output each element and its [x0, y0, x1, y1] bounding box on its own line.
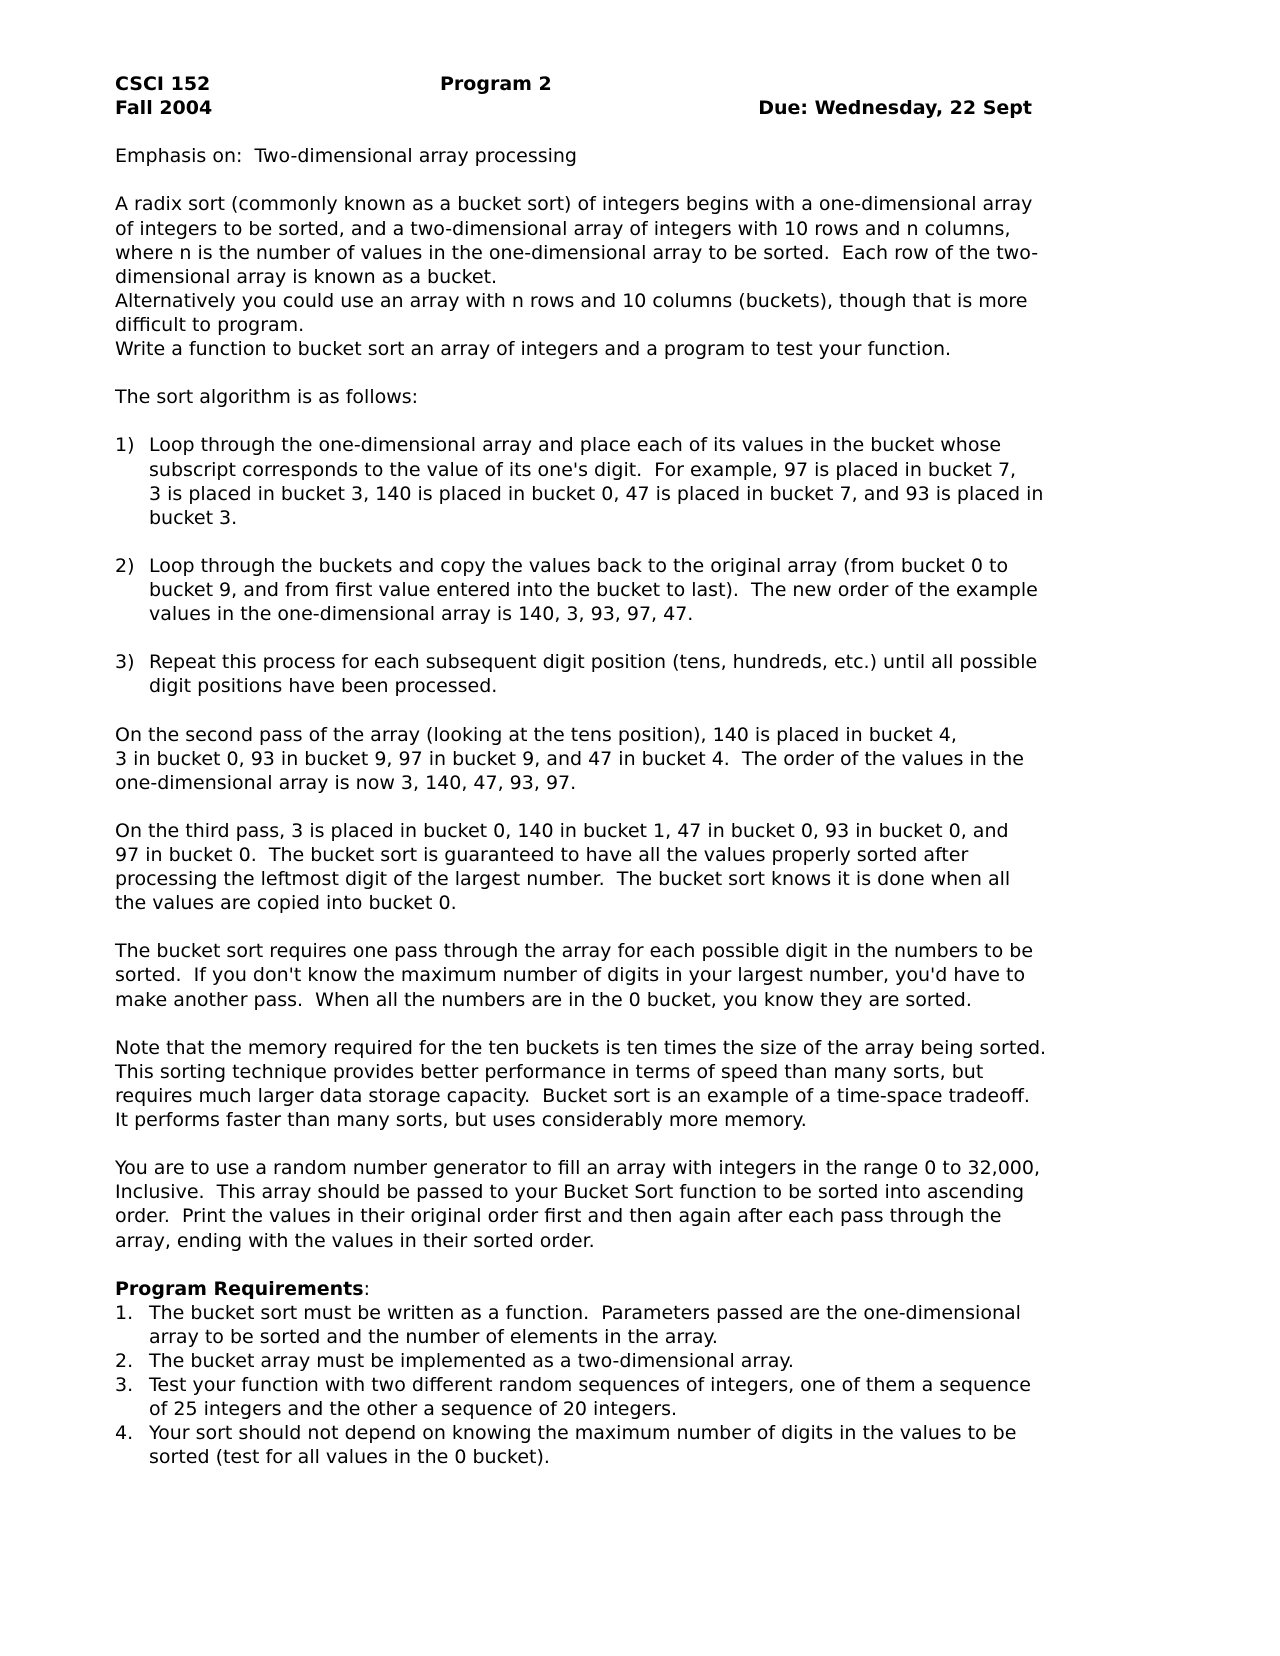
requirement-item	[115, 1349, 1175, 1373]
item-number: 1.	[115, 1301, 134, 1324]
document-page	[115, 72, 1175, 1469]
blank-line	[115, 361, 1175, 385]
body-paragraph	[115, 819, 1175, 915]
requirements-title: Program Requirements	[115, 1277, 364, 1300]
body-paragraph	[115, 939, 1175, 1011]
text-line: array, ending with the values in their sorted order.	[115, 1229, 595, 1252]
text-line: 97 in bucket 0. The bucket sort is guaranteed to have all the values properly sorted after	[115, 844, 969, 866]
text-line: sorted (test for all values in the 0 bucket).	[149, 1446, 550, 1469]
text-line: 3 in bucket 0, 93 in bucket 9, 97 in bucket 9, and 47 in bucket 4. The order of the values in the	[115, 747, 1024, 770]
blank-line	[115, 626, 1175, 650]
algorithm-step	[115, 433, 1175, 529]
text-line: Alternatively you could use an array with n rows and 10 columns (buckets), though that is more	[115, 289, 1028, 312]
text-line: You are to use a random number generator to fill an array with integers in the range 0 to 32,000,	[115, 1157, 1041, 1180]
text-line: A radix sort (commonly known as a bucket sort) of integers begins with a one-dimensional array	[115, 193, 1033, 216]
item-text	[115, 1349, 1175, 1373]
text-line: order. Print the values in their original order first and then again after each pass through the	[115, 1205, 1002, 1228]
item-number: 3.	[115, 1374, 134, 1397]
text-line: Test your function with two different random sequences of integers, one of them a sequence	[149, 1374, 1031, 1397]
text-line: sorted. If you don't know the maximum number of digits in your largest number, you'd have to	[115, 964, 1026, 987]
text-line: Repeat this process for each subsequent digit position (tens, hundreds, etc.) until all possible	[149, 651, 1038, 674]
text-line: one-dimensional array is now 3, 140, 47, 93, 97.	[115, 771, 577, 794]
intro-paragraph	[115, 192, 1175, 361]
requirement-item	[115, 1421, 1175, 1469]
text-line: where n is the number of values in the one-dimensional array to be sorted. Each row of the two-	[115, 241, 1039, 264]
header-row-1	[115, 72, 1175, 96]
body-paragraph	[115, 1156, 1175, 1252]
text-line: The bucket sort requires one pass through the array for each possible digit in the numbers to be	[115, 940, 1034, 963]
body-paragraph	[115, 1036, 1175, 1132]
program-title: Program 2	[440, 73, 552, 95]
blank-line	[115, 409, 1175, 433]
blank-line	[115, 1012, 1175, 1036]
text-line: The bucket sort must be written as a function. Parameters passed are the one-dimensional	[149, 1301, 1021, 1324]
requirement-item	[115, 1301, 1175, 1349]
text-line: subscript corresponds to the value of its one's digit. For example, 97 is placed in bucket 7,	[149, 458, 1017, 481]
item-number: 2.	[115, 1349, 134, 1372]
blank-line	[115, 530, 1175, 554]
text-line: dimensional array is known as a bucket.	[115, 265, 498, 288]
item-text	[115, 433, 1175, 529]
blank-line	[115, 795, 1175, 819]
text-line: processing the leftmost digit of the largest number. The bucket sort knows it is done when all	[115, 868, 1011, 891]
text-line: On the third pass, 3 is placed in bucket 0, 140 in bucket 1, 47 in bucket 0, 93 in bucket 0, and	[115, 819, 1009, 842]
text-line: requires much larger data storage capacity. Bucket sort is an example of a time-space tradeoff.	[115, 1084, 1030, 1107]
text-line: Loop through the buckets and copy the values back to the original array (from bucket 0 to	[149, 554, 1009, 577]
item-number: 1)	[115, 434, 135, 457]
item-number: 3)	[115, 651, 135, 674]
algorithm-intro: The sort algorithm is as follows:	[115, 386, 419, 409]
text-line: values in the one-dimensional array is 140, 3, 93, 97, 47.	[149, 603, 694, 626]
item-text	[115, 1301, 1175, 1349]
text-line: Inclusive. This array should be passed to your Bucket Sort function to be sorted into ascending	[115, 1181, 1025, 1204]
blank-line	[115, 1253, 1175, 1277]
requirement-item	[115, 1373, 1175, 1421]
item-text	[115, 1373, 1175, 1421]
text-line: It performs faster than many sorts, but uses considerably more memory.	[115, 1109, 807, 1132]
blank-line	[115, 698, 1175, 722]
text-line: the values are copied into bucket 0.	[115, 892, 457, 915]
item-text	[115, 650, 1175, 698]
algorithm-step	[115, 554, 1175, 626]
text-line: make another pass. When all the numbers are in the 0 bucket, you know they are sorted.	[115, 988, 972, 1011]
due-date: Due: Wednesday, 22 Sept	[758, 97, 1032, 120]
item-text	[115, 554, 1175, 626]
item-text	[115, 1421, 1175, 1469]
emphasis: Emphasis on: Two-dimensional array processing	[115, 145, 577, 168]
text-line: The bucket array must be implemented as a two-dimensional array.	[149, 1349, 794, 1372]
requirements-heading	[115, 1277, 1175, 1301]
text-line: digit positions have been processed.	[149, 675, 498, 698]
text-line: of 25 integers and the other a sequence of 20 integers.	[149, 1398, 678, 1421]
text-line: This sorting technique provides better performance in terms of speed than many sorts, but	[115, 1060, 984, 1083]
item-number: 2)	[115, 554, 135, 577]
item-number: 4.	[115, 1422, 134, 1445]
text-line: 3 is placed in bucket 3, 140 is placed in bucket 0, 47 is placed in bucket 7, and 93 is placed in	[149, 482, 1044, 505]
header-row-2	[115, 96, 1175, 120]
text-line: Your sort should not depend on knowing the maximum number of digits in the values to be	[149, 1422, 1017, 1445]
body-paragraph	[115, 723, 1175, 795]
text-line: array to be sorted and the number of elements in the array.	[149, 1325, 718, 1348]
text-line: Note that the memory required for the ten buckets is ten times the size of the array being sorted.	[115, 1036, 1047, 1059]
term: Fall 2004	[115, 97, 213, 120]
course-title: CSCI 152	[115, 73, 211, 95]
text-line: bucket 9, and from first value entered into the bucket to last). The new order of the example	[149, 578, 1038, 601]
text-line: bucket 3.	[149, 506, 238, 529]
text-line: Loop through the one-dimensional array and place each of its values in the bucket whose	[149, 434, 1002, 457]
text-line: difficult to program.	[115, 313, 305, 336]
text-line: of integers to be sorted, and a two-dimensional array of integers with 10 rows and n columns,	[115, 217, 1011, 240]
blank-line	[115, 1132, 1175, 1156]
text-line: On the second pass of the array (looking at the tens position), 140 is placed in bucket 4,	[115, 723, 957, 746]
blank-line	[115, 915, 1175, 939]
text-line: Write a function to bucket sort an array of integers and a program to test your function.	[115, 338, 952, 361]
requirements-colon: :	[363, 1277, 370, 1300]
algorithm-step	[115, 650, 1175, 698]
